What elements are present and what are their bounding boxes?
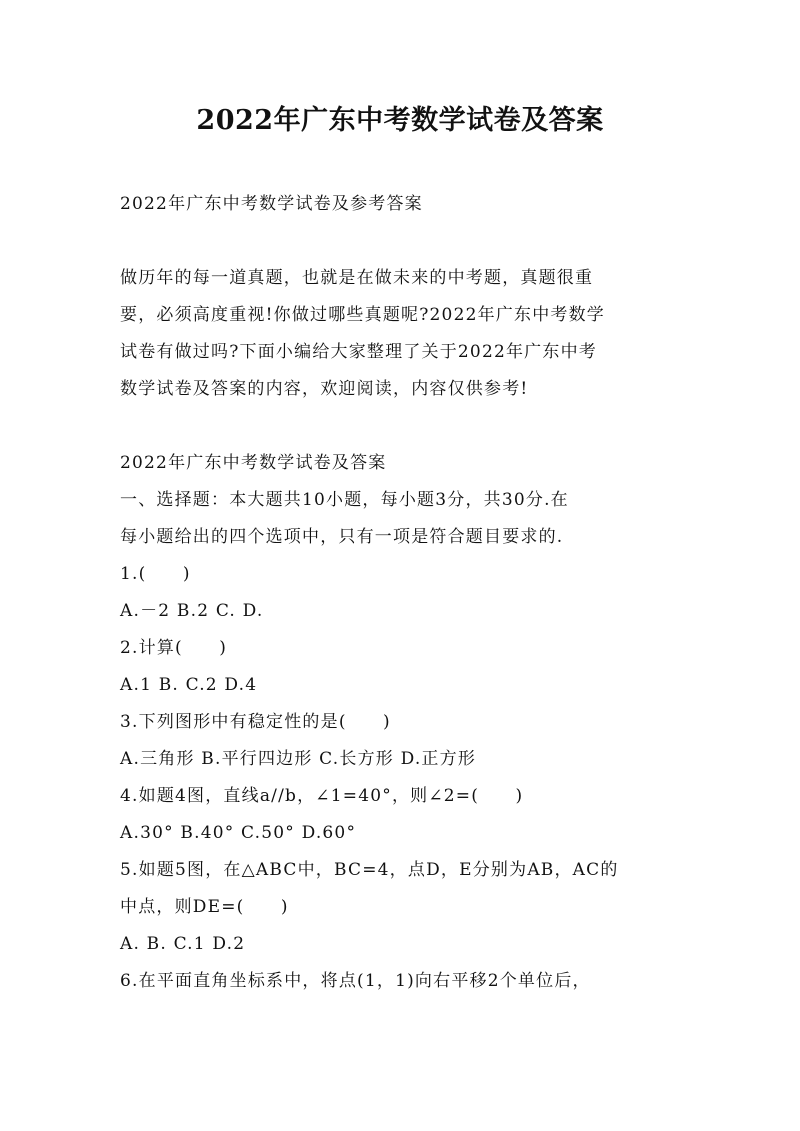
question-text-line: 3.下列图形中有稳定性的是( ) — [120, 712, 391, 732]
question-text-line: 1.( ) — [120, 564, 191, 584]
question-text-line: 6.在平面直角坐标系中，将点(1，1)向右平移2个单位后， — [120, 971, 591, 991]
paragraph-spacer — [120, 408, 685, 445]
intro-line: 试卷有做过吗?下面小编给大家整理了关于2022年广东中考 — [120, 342, 597, 362]
answer-options-line: A.1 B. C.2 D.4 — [120, 675, 258, 695]
intro-line: 数学试卷及答案的内容，欢迎阅读，内容仅供参考! — [120, 379, 529, 399]
question-text-line: 4.如题4图，直线a//b，∠1=40°，则∠2=( ) — [120, 786, 524, 806]
document-body — [120, 186, 685, 1000]
intro-line: 做历年的每一道真题，也就是在做未来的中考题，真题很重 — [120, 268, 594, 288]
document-title: 2022年广东中考数学试卷及答案 — [196, 105, 604, 136]
question-text-line: 每小题给出的四个选项中，只有一项是符合题目要求的. — [120, 527, 564, 547]
answer-options-line: A. B. C.1 D.2 — [120, 934, 246, 954]
answer-options-line: A.－2 B.2 C. D. — [120, 601, 264, 621]
paragraph-spacer — [120, 223, 685, 260]
intro-line: 要，必须高度重视!你做过哪些真题呢?2022年广东中考数学 — [120, 305, 606, 325]
answer-options-line: A.三角形 B.平行四边形 C.长方形 D.正方形 — [120, 749, 477, 769]
document-subtitle: 2022年广东中考数学试卷及参考答案 — [120, 194, 423, 214]
question-text-line: 一、选择题：本大题共10小题，每小题3分，共30分.在 — [120, 490, 569, 510]
section-heading: 2022年广东中考数学试卷及答案 — [120, 453, 387, 473]
question-text-line: 5.如题5图，在△ABC中，BC=4，点D，E分别为AB，AC的 — [120, 860, 619, 880]
question-text-line: 中点，则DE=( ) — [120, 897, 289, 917]
answer-options-line: A.30° B.40° C.50° D.60° — [120, 823, 357, 843]
question-text-line: 2.计算( ) — [120, 638, 228, 658]
